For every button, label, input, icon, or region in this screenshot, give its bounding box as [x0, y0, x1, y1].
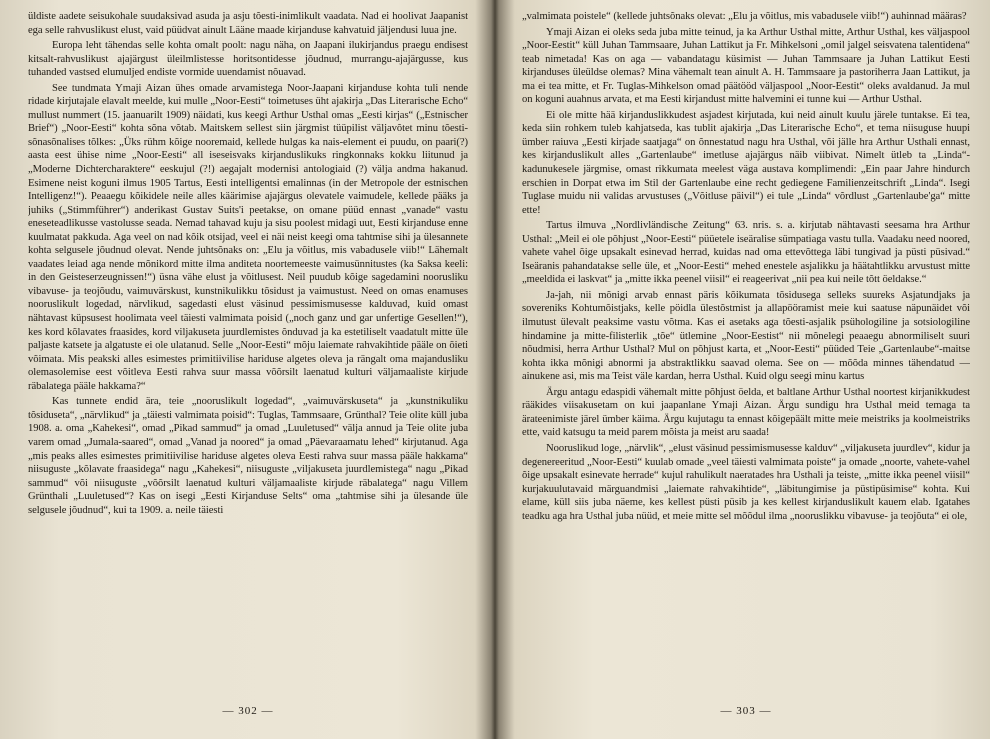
paragraph: Kas tunnete endid ära, teie „nooruslikult logedad“, „vaimuvärskuseta“ ja „kunstnikuliku tõsiduseta“, „närvlikud“ ja „täiesti valmimata poisid“: Tuglas, Tammsaare, Grünthal? Teie olite küll juba 1908. a. oma „Kahekesi“, omad „Pikad sammud“ ja omad „Luuletused“ välja annud ja Teie olite juba varem omad „Jumala-saared“, omad „Vanad ja noored“ ja omad „Päevaraamatu lehed“ kirjutanud. Aga „mis peaks alles esimestes primitiivilise hariduse algetes oleva Eesti rahva suur massa pääle hakkama“ niisuguste „kõlavate fraasidega“ nagu „Kahekesi“, niisuguste „viljakuseta juurdlemistega“ nagu „Pikad sammud“ või niisuguste „võõrsilt laenatud kulturi väljamaaliste kirjude räbalatega“ nagu Villem Grünthali „Luuletused“? Kas on isegi „Eesti Kirjanduse Selts“ oma „tahtmise sihi ja ülesande üle selgusele jõudnud“, kui ta 1909. a. neile täiesti: [28, 396, 468, 516]
paragraph: „valmimata poistele“ (kellede juhtsõnaks olevat: „Elu ja võitlus, mis vabadusele viib!“) auhinnad määras?: [522, 11, 967, 22]
paragraph: üldiste aadete seisukohale suudaksivad asuda ja asju tõesti-inimlikult vaadata. Nad ei hoolivat Jaapanist ega selle rahvuslikust elust, vaid püüdvat ainult Lääne maade kirjanduse kahvatuid jäljendusi luua jne.: [28, 11, 468, 36]
paragraph: Europa leht tähendas selle kohta omalt poolt: nagu näha, on Jaapani ilukirjandus praegu endisest kitsalt-rahvuslikust ajajärgust üleilmlistesse horitsontidesse jõudnud, murrangu-ajajärgusse, kus tuhanded vastsed elumuljed endiste vormide uuendamist nõuavad.: [28, 40, 468, 79]
right-page-text: [522, 10, 970, 523]
paragraph: Nooruslikud loge, „närvlik“, „elust väsinud pessimismusesse kalduv“ „viljakuseta juurdlev“, kidur ja degenereeritud „Noor-Eesti“ kuulab omade „veel täiesti valmimata poiste“ ja omade „noorte, vahete-vahel õige upsakalt esinevate herrade“ kujul rahulikult naeratades hra Usthali ja teiste, „mitte ikka peenel viisil“ kurjakuulutavaid märguandmisi „laiemate rahvakihtide“, „läbitungimise ja püstipüsimise“ kohta. Kui elame, küll siis juba näeme, kes kellest püsti püsib ja kes kellest kirjanduslikult kauem elab. Igatahes teadku aga hra Usthal juba nüüd, et meie mitte sel mõõdul ilma „nooruslikku vibavuse- ja teojõuta“ ei ole,: [522, 442, 970, 522]
page-number-left: — 302 —: [222, 705, 274, 717]
paragraph: Tartus ilmuva „Nordlivländische Zeitung“ 63. nris. s. a. kirjutab nähtavasti seesama hra Arthur Usthal: „Meil ei ole põhjust „Noor-Eesti“ püüetele iseäralise sümpatiaga vastu tulla. Vaadaku need noored, vahete vahel õige upsakalt esinevad herrad, kuidas nad oma ettevõttega läbi tungivad ja püsti püsivad.“ Iseäranis pahandatakse selle üle, et „Noor-Eesti“ mehed enestele asjalikku ja häätahtlikku arvustust mitte „meeldida ei laskvat“ ja „mitte ikka peenel viisil“ ei reageerivat „nii pea kui neile tõtt öeldakse.“: [522, 220, 970, 286]
right-page: [522, 10, 970, 739]
page-number-right: — 303 —: [720, 705, 772, 717]
paragraph: Ja-jah, nii mõnigi arvab ennast päris kõikumata tõsidusega selleks suureks Asjatundjaks ja sovereniks Kohtumõistjaks, kelle pöidla ülestõstmist ja allapööramist meie kui saatuse näpunäidet või ilmutust ülevalt peaksime vastu võtma. Kas ei asetaks aga tõesti-asjalik psühologiline ja sotsiologiline hindamine ja mitte-filisterlik „tõe“ ütlemine „Noor-Eestist“ nii mõnelegi peaaegu abnormiliselt suuri nõudmisi, herra Arthur Usthal? Mul on põhjust karta, et „Noor-Eesti“ püüded Teie „Gartenlaube“-maitse kohta ikka mõnigi abnormi ja abstraktlikku saavad olema. See on — mõõda minnes tähendatud — ainukene asi, mis ma Teist väle kardan, herra Usthal. Kuid olgu seegi minu kartus: [522, 289, 970, 383]
left-page-text: [28, 10, 468, 517]
paragraph: Ärgu antagu edaspidi vähemalt mitte põhjust öelda, et baltlane Arthur Usthal noortest kirjanikkudest rääkides viisakusetam on kui jaapanlane Ymaji Aizan. Ärgu sundigu hra Usthal meid temaga ta ärateenimiste järel ümber käima. Ärgu kujutagu ta ennast kõigepäält mitte meie meistriks ja koolmeistriks ette, vaid katsugu ta meid parem mõista ja meist aru saada!: [522, 386, 970, 439]
left-page: [28, 10, 468, 739]
paragraph: Ymaji Aizan ei oleks seda juba mitte teinud, ja ka Arthur Usthal mitte, Arthur Usthal, kes väljaspool „Noor-Eestit“ küll Juhan Tammsaare, Juhan Lattikut ja Fr. Mihkelsoni „omil jalgel seisvatena talentidena“ teab nimetada! Kas on aga — vabandatagu küsimist — Juhan Tammsaare ja Juhan Lattikut Eesti kirjanduses üleüldse olemas? Mina vähemalt tean ainult A. H. Tammsaare ja pastoriherra Jaan Lattikut, ja ma ei tea mitte, et Fr. Tuglas-Mihkelson omad päätööd väljaspool „Noor-Eestit“ oleks avaldanud. Ja mul on koguni auahnus arvata, et ma Eesti kirjandust mitte halvemini ei tunne kui — Arthur Usthal.: [522, 26, 970, 106]
paragraph: Ei ole mitte hää kirjanduslikkudest asjadest kirjutada, kui neid ainult kuulu järele tuntakse. Ei tea, keda siin rohkem tuleb kahjatseda, kas tublit ajakirja „Das Literarische Echo“, et tema niisuguse huupi ümber raiuva „Eesti kirjade saatjaga“ on õnnestatud nagu hra Usthal, või jälle hra Arthur Usthali ennast, kes kirjanduslikult alles „Gartenlaube“ imetluse ajajärgus näib viibivat. Nimelt ütleb ta „Linda“-kadunukesele järgmise, omast rikkumata meelest väga austava komplimendi: „Ein paar Jahre hindurch erschien in Dorpat etwa im Stil der Gartenlaube eine recht gediegene Familienzeitschrift „Linda“. Isegi Tuglase muidu nii validas arvustuses („Võitluse päivil“) ei tule „Linda“ võrdlust „Gartenlaube'ga“ mitte ette!: [522, 109, 970, 216]
paragraph: See tundmata Ymaji Aizan ühes omade arvamistega Noor-Jaapani kirjanduse kohta tuli nende ridade kirjutajale elavalt meelde, kui mulle „Noor-Eesti“ toimetuses üht ajakirja „Das Literarische Echo“ mullust nummert (15. jaanuarilt 1909) näidati, kus keegi Arthur Usthal omas „Eesti kirjas“ („Estnischer Brief“) „Noor-Eesti“ kohta sõna võtab. Maitskem sellest siin järgmist tüüpilist väljavõtet minu tõesti-sõnasõnalises tõlkes: „Üks rühm kõige nooremaid, kellede hulgas ka nais-element ei puudu, on paari(?) aasta eest ühise nime „Noor-Eesti“ all iseseisvaks kirjanduslikuks ringkonnaks kokku liitunud ja „Moderne Dichtercharaktere“ eeskujul (?!) aegajalt modernisi antologiaid (?) välja andma hakanud. Esimene neist koguni ilmus 1905 Tartus, Eesti intelligentsi emalinnas (in der Metropole der estnischen Intelligenz!“). Peaaegu kõikidele neile alles käärimise ajajärgus olevatele vaimudele, kellede pääks ja juhiks („Stimmführer“) anderikast Gustav Suits'i peetakse, on omane püüd ennast „vanade“ vastu eneseteadlikusse vastolusse seada. Nemad tahavad kuju ja sisu poolest midagi uut, Eesti kirjanduse enne kuulmatat pakkuda. Aga veel on nad kõik otsijad, veel ei näi neist keegi oma tahtmise sihi ja ülesannete kohta selgusele jõudnud olevat. Nende juhtsõnaks on: „Elu ja võitlus, mis vabadusele viib!“ Lähemalt vaadates leiad aga nende mõnikord mitte ilma anditeta noortemeeste vaimusünnitustes (ka Saksa keeli: in den Geisteserzeugnissen!“) üsna vähe elust ja võitlusest. Neil puudub kõige sagedamini noorusliku vibavuse- ja teojõudu, vaimuvärskust, kunstnikulikku tõsidust ja vaimustust. Need on omas enamuses nooruslikult logedad, närvlikud, sagedasti elust väsinud pessimismusesse kalduvad, kuid omast nähtavast küpsusest hoolimata veel täiesti valmimata poisid („noch ganz und gar unfertige Gesellen!“), kes kord kõlavates fraasides, kord viljakusetа juurdlemistes õnduvad ja ka estetiliselt vaadatult mitte üle paljaste katsete ja algatuste ei ole ulatanud. Selle „Noor-Eesti“ mõju laiemate rahvakihtide pääle on õieti võimata. Mis peakski alles esimestes primitiivilise hariduse algetes oleva ja rängalt oma majandusliku olemasolemise eest võitleva Eesti rahva suur massa võõrsilt laenatud kulturi väljamaaliste kirjude räbalatega pääle hakkama?“: [28, 82, 468, 392]
